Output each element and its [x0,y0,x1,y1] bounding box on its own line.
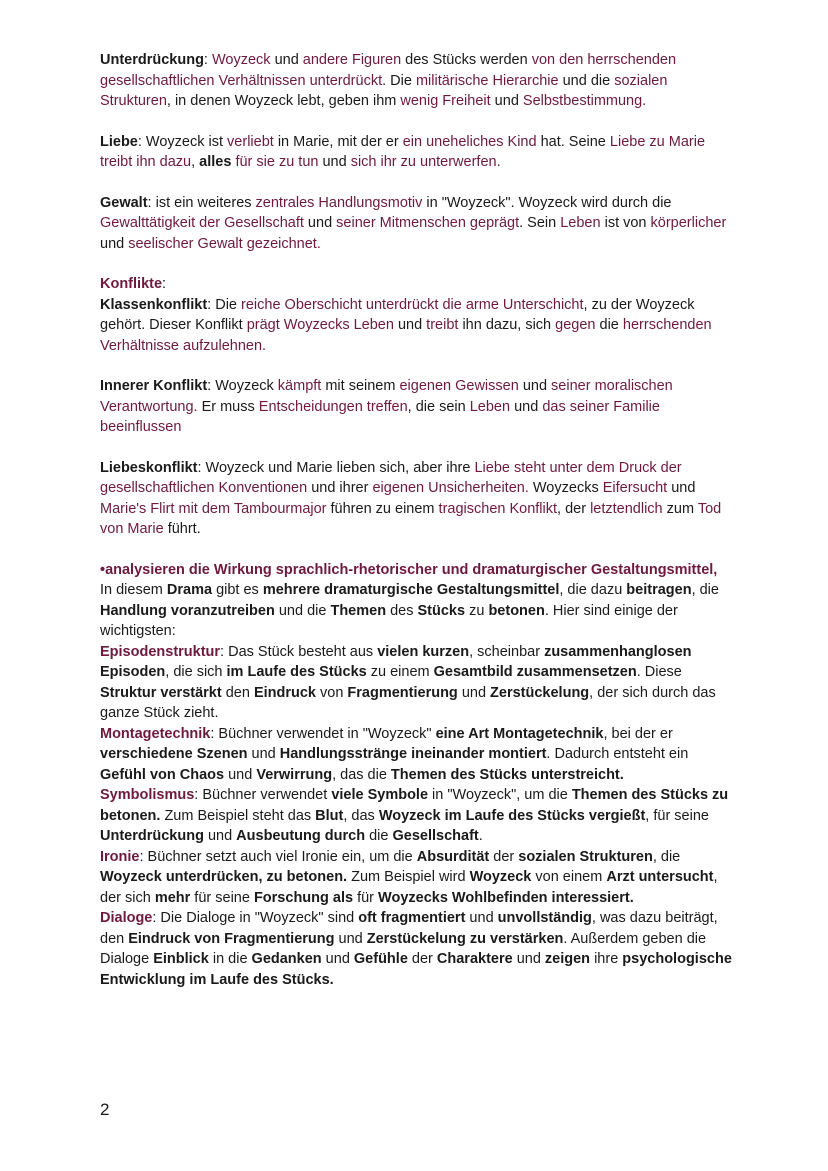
text-run: zentrales Handlungsmotiv [255,194,423,211]
bold-text: eine Art Montagetechnik [435,725,604,742]
text-run: : Büchner setzt auch viel Ironie ein, um die [139,848,417,865]
text-run: andere Figuren [302,52,402,68]
paragraph [100,560,736,581]
text-run: mit seinem [321,378,400,394]
bold-text: zusammenhanglosen Episoden [100,643,692,680]
bold-text: Gefühl von Chaos [100,766,225,783]
text-run: von einem [531,869,607,885]
text-run: für [353,889,379,906]
text-run: prägt Woyzecks Leben [246,317,394,333]
text-run: : Die Dialoge in "Woyzeck" sind [152,910,359,926]
text-run: Eifersucht [602,480,668,496]
text-run: und [393,317,427,333]
bold-text: Woyzeck unterdrücken, zu betonen. [100,869,348,885]
bold-text: sozialen Strukturen [518,848,653,865]
text-run: , bei der er [603,725,673,742]
text-run: und [203,828,237,844]
text-run: Entscheidungen treffen [258,398,408,415]
text-run: , [191,154,200,170]
text-run: und [334,930,367,947]
bold-text: Symbolismus [100,787,195,803]
bold-text: verschiedene Szenen [100,746,248,762]
text-run: : Das Stück besteht aus [220,643,378,660]
bold-text: Konflikte [100,276,163,292]
text-run: : Woyzeck und Marie lieben sich, aber ihre [197,459,475,476]
text-run: : Büchner verwendet [194,787,332,803]
text-run: führen zu einem [326,500,439,517]
text-run: , das [343,807,379,824]
text-run: den [221,684,254,701]
text-run: : Büchner verwendet in "Woyzeck" [210,725,436,742]
text-run: und die [274,602,331,619]
bold-text: Dialoge [100,910,153,926]
paragraph [100,295,736,357]
text-run: , die [652,848,681,865]
bold-text: beitragen [626,582,692,598]
bold-text: Ausbeutung durch [236,828,366,844]
paragraph [100,908,736,990]
text-run: und [465,910,498,926]
bold-text: Gewalt [100,194,148,211]
bold-text: Stücks [417,602,466,619]
text-run: , der sich [100,869,718,906]
text-run: und ihrer [307,480,373,496]
text-run: gibt es [212,582,263,598]
text-run: der [407,951,437,967]
bold-text: Fragmentierung [347,684,458,701]
text-run: . Hier sind einige der wichtigsten: [100,602,678,639]
bold-text: zeigen [544,951,591,967]
paragraph [100,50,736,112]
text-run: kämpft [277,378,322,394]
bold-text: Arzt untersucht [606,869,714,885]
bold-text: Blut [315,807,344,824]
text-run: und [303,215,337,231]
text-run: und [518,378,552,394]
text-run: , für seine [645,807,709,824]
paragraph [100,642,736,724]
text-run: , der sich durch das ganze Stück zieht. [100,684,716,721]
bold-text: •analysieren die Wirkung sprachlich-rhetorischer und dramaturgischer Gestaltungsmittel, [100,561,718,578]
text-run: in die [208,951,252,967]
text-run: Leben [560,215,601,231]
text-run: eigenen Unsicherheiten. [372,480,529,496]
text-run: in "Woyzeck", um die [428,787,572,803]
bold-text: Woyzeck im Laufe des Stücks vergießt [378,807,646,824]
text-run: und [247,746,280,762]
bold-text: Charaktere [436,951,513,967]
bold-text: vielen kurzen [377,643,470,660]
text-run: von [315,684,348,701]
bold-text: Handlungsstränge ineinander montiert [279,746,547,762]
text-run: Leben [469,398,511,415]
text-run: . Diese [636,664,682,680]
bold-text: Zerstückelung zu verstärken [366,930,564,947]
text-run: und [321,951,354,967]
text-run: verliebt [227,133,274,150]
text-run: und die [558,72,615,89]
text-run: , in denen Woyzeck lebt, geben ihm [166,93,401,109]
text-run: , was dazu beiträgt, den [100,910,718,947]
bold-text: alles [199,154,232,170]
text-run: in Marie, mit der er [273,133,403,150]
text-run: militärische Hierarchie [415,72,559,89]
text-run: für sie zu tun [235,154,319,170]
bold-text: mehr [154,889,191,906]
text-run: , die dazu [559,582,627,598]
paragraph [100,193,736,255]
bold-text: oft fragmentiert [358,910,466,926]
bold-text: Absurdität [416,848,490,865]
bold-text: Unterdrückung [100,828,204,844]
text-run: und [100,235,129,252]
text-run: , zu der Woyzeck gehört. Dieser Konflikt [100,296,695,333]
text-run: Selbstbestimmung. [522,93,647,109]
text-run: der [489,848,519,865]
text-run: hat. Seine [536,133,610,150]
text-run: , die sich [165,664,227,680]
bold-text: Liebe [100,133,138,150]
bold-text: Liebeskonflikt [100,459,198,476]
bold-text: Gedanken [251,951,322,967]
paragraph [100,580,736,642]
text-run: wenig Freiheit [400,93,491,109]
bold-text: Episodenstruktur [100,643,221,660]
text-run: führt. [163,521,201,537]
bold-text: Einblick [153,951,209,967]
text-run: : [162,276,167,292]
text-run: ist von [600,215,651,231]
text-run: und [224,766,257,783]
paragraph [100,132,736,173]
text-run: Tod von Marie [100,500,722,537]
text-run: Zum Beispiel steht das [160,807,316,824]
bold-text: Innerer Konflikt [100,378,208,394]
bold-text: Forschung als [253,889,354,906]
text-run: eigenen Gewissen [399,378,519,394]
text-run: : Woyzeck [207,378,278,394]
text-run: Zum Beispiel wird [347,869,470,885]
text-run: in "Woyzeck". Woyzeck wird durch die [422,194,672,211]
bold-text: Klassenkonflikt [100,296,208,313]
text-run: zum [662,500,698,517]
text-run: gegen [555,317,596,333]
bold-text: Ironie [100,848,140,865]
text-run: Woyzecks [528,480,603,496]
text-run: das seiner Familie beeinflussen [100,398,660,435]
text-run: für seine [190,889,254,906]
text-run: von den herrschenden gesellschaftlichen Verhältnissen unterdrückt [100,52,677,89]
text-run: sich ihr zu unterwerfen. [350,154,501,170]
text-run: : [203,52,212,68]
bold-text: im Laufe des Stücks [226,664,367,680]
bold-text: Verwirrung [256,766,333,783]
document-body [100,50,736,990]
text-run: und [512,951,545,967]
page-number: 2 [100,1100,110,1119]
text-run: Liebe steht unter dem Druck der gesellschaftlichen Konventionen [100,459,682,496]
bold-text: Unterdrückung [100,52,204,68]
text-run: und [510,398,543,415]
paragraph [100,458,736,540]
text-run: In diesem [100,582,167,598]
bold-text: mehrere dramaturgische Gestaltungsmittel [262,582,560,598]
text-run: Gewalttätigkeit der Gesellschaft [100,215,304,231]
bold-text: Themen des Stücks unterstreicht. [390,766,624,783]
text-run: und [270,52,303,68]
text-run: ein uneheliches Kind [402,133,537,150]
bold-text: Gefühle [353,951,408,967]
bold-text: Montagetechnik [100,725,211,742]
bold-text: Gesamtbild zusammensetzen [433,664,637,680]
paragraph [100,847,736,909]
text-run: und [457,684,491,701]
text-run: , der [557,500,591,517]
text-run: des Stücks werden [401,52,532,68]
bold-text: Drama [166,582,213,598]
text-run: ihre [590,951,623,967]
bold-text: Handlung voranzutreiben [100,602,275,619]
bold-text: psychologische Entwicklung im Laufe des Stücks. [100,951,732,988]
paragraph [100,274,736,295]
text-run: die [365,828,393,844]
bold-text: Eindruck [253,684,316,701]
text-run: tragischen Konflikt [438,500,558,517]
bold-text: Woyzeck [469,869,532,885]
paragraph [100,724,736,786]
text-run: zu einem [366,664,434,680]
text-run: . Außerdem geben die Dialoge [100,930,707,967]
text-run: Er muss [197,398,259,415]
text-run: , die sein [407,398,470,415]
text-run: . Sein [519,215,561,231]
text-run: , scheinbar [469,643,545,660]
text-run: die [595,317,623,333]
text-run: letztendlich [590,500,663,517]
bold-text: Eindruck von Fragmentierung [128,930,335,947]
text-run: : Die [207,296,242,313]
bold-text: viele Symbole [331,787,429,803]
text-run: zu [465,602,489,619]
text-run: Liebe zu Marie treibt ihn dazu [100,133,706,170]
bold-text: Struktur verstärkt [100,684,222,701]
text-run: . [478,828,483,844]
text-run: herrschenden Verhältnisse aufzulehnen. [100,317,712,354]
bold-text: Zerstückelung [490,684,590,701]
text-run: seelischer Gewalt gezeichnet. [128,235,321,252]
text-run: : ist ein weiteres [147,194,256,211]
text-run: , die [691,582,719,598]
bold-text: Woyzecks Wohlbefinden interessiert. [378,889,634,906]
text-run: , das die [332,766,391,783]
text-run: . Die [382,72,416,89]
text-run: und [318,154,351,170]
text-run: seiner Mitmenschen geprägt [336,215,520,231]
text-run: des [386,602,418,619]
text-run: und [667,480,696,496]
bold-text: unvollständig [497,910,592,926]
text-run: sozialen Strukturen [100,72,668,109]
text-run: körperlicher [650,215,727,231]
text-run: reiche Oberschicht unterdrückt die arme Unterschicht [241,296,584,313]
text-run: seiner moralischen Verantwortung. [100,378,673,415]
text-run: und [490,93,523,109]
text-run: : Woyzeck ist [137,133,228,150]
bold-text: Themen des Stücks zu betonen. [100,787,729,824]
bold-text: Gesellschaft [392,828,479,844]
text-run: ihn dazu, sich [458,317,556,333]
text-run: treibt [426,317,459,333]
text-run: Marie's Flirt mit dem Tambourmajor [100,500,327,517]
paragraph [100,785,736,847]
text-run: Woyzeck [211,52,271,68]
bold-text: betonen [488,602,545,619]
paragraph [100,376,736,438]
bold-text: Themen [330,602,387,619]
text-run: . Dadurch entsteht ein [546,746,689,762]
